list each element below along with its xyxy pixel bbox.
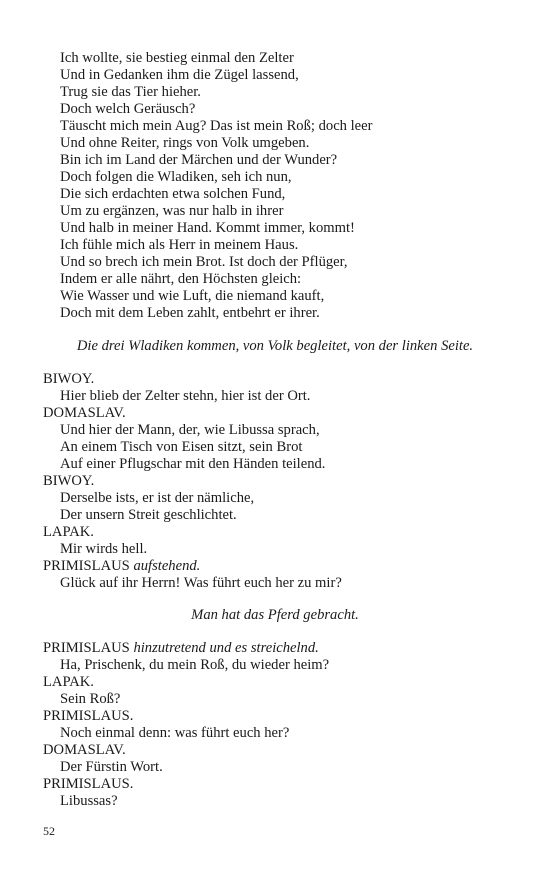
speaker-name: PRIMISLAUS <box>43 558 130 574</box>
speaker-name: PRIMISLAUS. <box>43 776 134 792</box>
dialogue-line: Ha, Prischenk, du mein Roß, du wieder heim? <box>60 657 330 673</box>
verse-line: Und so brech ich mein Brot. Ist doch der Pflüger, <box>60 254 348 270</box>
verse-line: Doch welch Geräusch? <box>60 101 196 117</box>
dialogue-line: Hier blieb der Zelter stehn, hier ist der Ort. <box>60 388 311 404</box>
speaker-with-direction <box>43 640 319 657</box>
dialogue-line: Und hier der Mann, der, wie Libussa sprach, <box>60 422 320 438</box>
dialogue-line: Sein Roß? <box>60 691 121 707</box>
verse-line: Wie Wasser und wie Luft, die niemand kauft, <box>60 288 325 304</box>
speaker-with-direction <box>43 558 200 575</box>
dialogue-line: Derselbe ists, er ist der nämliche, <box>60 490 255 506</box>
speaker-name: BIWOY. <box>43 371 95 387</box>
speaker-name: LAPAK. <box>43 524 94 540</box>
speaker-name: PRIMISLAUS <box>43 640 130 656</box>
speaker-direction: hinzutretend und es streichelnd. <box>133 640 319 656</box>
verse-line: Bin ich im Land der Märchen und der Wunder? <box>60 152 338 168</box>
speaker-name: DOMASLAV. <box>43 742 126 758</box>
verse-line: Indem er alle nährt, den Höchsten gleich: <box>60 271 302 287</box>
page-number: 52 <box>43 824 55 838</box>
verse-line: Trug sie das Tier hieher. <box>60 84 201 100</box>
dialogue-line: Noch einmal denn: was führt euch her? <box>60 725 290 741</box>
stage-direction: Die drei Wladiken kommen, von Volk begleitet, von der linken Seite. <box>76 338 474 354</box>
dialogue-line: Auf einer Pflugschar mit den Händen teilend. <box>60 456 326 472</box>
verse-line: Und ohne Reiter, rings von Volk umgeben. <box>60 135 310 151</box>
verse-line: Die sich erdachten etwa solchen Fund, <box>60 186 286 202</box>
verse-line: Ich fühle mich als Herr in meinem Haus. <box>60 237 299 253</box>
dialogue-line: Der unsern Streit geschlichtet. <box>60 507 237 523</box>
dialogue-line: Glück auf ihr Herrn! Was führt euch her zu mir? <box>60 575 342 591</box>
dialogue-line: An einem Tisch von Eisen sitzt, sein Brot <box>60 439 303 455</box>
verse-line: Ich wollte, sie bestieg einmal den Zelter <box>60 50 294 66</box>
dialogue-line: Mir wirds hell. <box>60 541 148 557</box>
speaker-name: BIWOY. <box>43 473 95 489</box>
verse-line: Um zu ergänzen, was nur halb in ihrer <box>60 203 284 219</box>
verse-line: Doch folgen die Wladiken, seh ich nun, <box>60 169 292 185</box>
dialogue-line: Libussas? <box>60 793 118 809</box>
dialogue-line: Der Fürstin Wort. <box>60 759 163 775</box>
speaker-name: PRIMISLAUS. <box>43 708 134 724</box>
speaker-name: LAPAK. <box>43 674 94 690</box>
stage-direction: Man hat das Pferd gebracht. <box>191 607 359 623</box>
speaker-name: DOMASLAV. <box>43 405 126 421</box>
verse-line: Und halb in meiner Hand. Kommt immer, kommt! <box>60 220 355 236</box>
speaker-direction: aufstehend. <box>133 558 201 574</box>
verse-line: Täuscht mich mein Aug? Das ist mein Roß; doch leer <box>60 118 373 134</box>
verse-line: Doch mit dem Leben zahlt, entbehrt er ihrer. <box>60 305 320 321</box>
verse-line: Und in Gedanken ihm die Zügel lassend, <box>60 67 299 83</box>
